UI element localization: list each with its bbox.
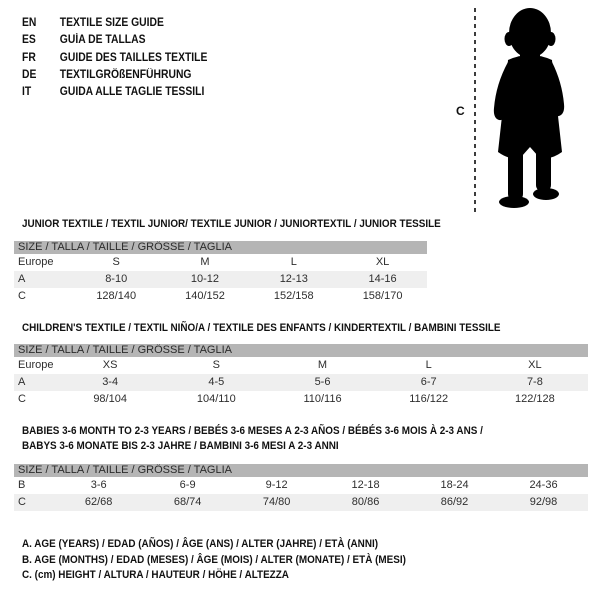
table-cell: 3-6 xyxy=(90,479,107,491)
lang-title: GUIDE DES TAILLES TEXTILE xyxy=(59,51,208,64)
size-header-bar: SIZE / TALLA / TAILLE / GRÖSSE / TAGLIA xyxy=(14,344,588,357)
table-cell: 104/110 xyxy=(196,393,236,405)
table-cell: 9-12 xyxy=(265,479,288,491)
table-cell: C xyxy=(14,494,54,511)
table-cell: S xyxy=(212,359,220,371)
table-cell: 128/140 xyxy=(96,290,137,302)
table-cell: 158/170 xyxy=(362,290,403,302)
table-cell: 122/128 xyxy=(515,393,555,405)
table-cell: 68/74 xyxy=(143,494,232,511)
table-cell: 6-7 xyxy=(376,374,482,391)
table-cell: 14-16 xyxy=(338,271,427,288)
table-row xyxy=(14,374,588,391)
table-row xyxy=(14,477,588,494)
table-row xyxy=(14,254,427,271)
table-cell: L xyxy=(290,256,297,268)
lang-title: TEXTILGRÖßENFÜHRUNG xyxy=(59,68,192,81)
table-cell: XL xyxy=(375,256,390,268)
height-measure-label: C xyxy=(456,104,465,118)
table-cell: C xyxy=(18,290,26,302)
size-header-bar: SIZE / TALLA / TAILLE / GRÖSSE / TAGLIA xyxy=(14,241,427,254)
section-title-junior: JUNIOR TEXTILE / TEXTIL JUNIOR/ TEXTILE JUNIOR / JUNIORTEXTIL / JUNIOR TESSILE xyxy=(22,218,441,230)
table-cell: A xyxy=(14,271,72,288)
lang-title: GUÍA DE TALLAS xyxy=(59,34,146,47)
lang-row-de xyxy=(22,67,207,84)
table-cell: L xyxy=(425,359,432,371)
table-cell: 92/98 xyxy=(499,494,588,511)
lang-row-fr xyxy=(22,50,207,67)
table-cell: A xyxy=(14,374,57,391)
note-height-cm: C. (cm) HEIGHT / ALTURA / HAUTEUR / HÖHE / ALTEZZA xyxy=(22,569,289,581)
height-measure-line xyxy=(474,8,476,212)
table-cell: 86/92 xyxy=(410,494,499,511)
table-row xyxy=(14,271,427,288)
table-cell: 10-12 xyxy=(161,271,250,288)
section-title-children: CHILDREN'S TEXTILE / TEXTIL NIÑO/A / TEXTILE DES ENFANTS / KINDERTEXTIL / BAMBINI TESSILE xyxy=(22,322,501,334)
lang-title: TEXTILE SIZE GUIDE xyxy=(59,17,164,29)
table-row xyxy=(14,288,427,305)
table-cell: 74/80 xyxy=(232,494,321,511)
table-cell: 140/152 xyxy=(185,290,225,302)
language-title-list xyxy=(22,15,228,101)
table-cell: 12-18 xyxy=(351,479,380,491)
lang-row-en xyxy=(22,15,207,32)
table-cell: M xyxy=(317,359,328,371)
table-cell: S xyxy=(112,256,120,268)
size-header-bar: SIZE / TALLA / TAILLE / GRÖSSE / TAGLIA xyxy=(14,464,588,477)
table-cell: 4-5 xyxy=(163,374,269,391)
table-cell: 3-4 xyxy=(57,374,163,391)
table-cell: 7-8 xyxy=(482,374,588,391)
table-cell: 5-6 xyxy=(269,374,375,391)
table-cell: XS xyxy=(102,359,118,371)
junior-size-table xyxy=(14,241,427,305)
lang-code: IT xyxy=(22,86,32,99)
section-title-babies-line2: BABYS 3-6 MONATE BIS 2-3 JAHRE / BAMBINI 3-6 MESI A 2-3 ANNI xyxy=(22,440,339,452)
table-cell: 24-36 xyxy=(529,479,558,491)
table-cell: 152/158 xyxy=(273,290,314,302)
table-cell: 98/104 xyxy=(93,393,127,405)
legend-notes xyxy=(22,537,449,584)
lang-row-it xyxy=(22,84,207,101)
section-title-babies-line1: BABIES 3-6 MONTH TO 2-3 YEARS / BEBÉS 3-6 MESES A 2-3 AÑOS / BÉBÉS 3-6 MOIS À 2-3 ANS / xyxy=(22,425,483,437)
babies-size-table xyxy=(14,464,588,511)
table-cell: 12-13 xyxy=(249,271,338,288)
lang-row-es xyxy=(22,32,207,49)
table-cell: XL xyxy=(528,359,542,371)
children-size-table xyxy=(14,344,588,408)
table-row xyxy=(14,494,588,511)
table-cell: B xyxy=(18,479,26,491)
lang-code: ES xyxy=(22,34,36,47)
table-cell: Europe xyxy=(18,256,54,268)
table-cell: 62/68 xyxy=(54,494,143,511)
table-row xyxy=(14,357,588,374)
lang-code: DE xyxy=(22,68,37,81)
toddler-silhouette-icon xyxy=(482,6,576,214)
table-row xyxy=(14,391,588,408)
table-cell: 116/122 xyxy=(409,393,449,405)
table-cell: M xyxy=(200,256,210,268)
note-age-months: B. AGE (MONTHS) / EDAD (MESES) / ÂGE (MOIS) / ALTER (MONATE) / ETÀ (MESI) xyxy=(22,553,406,566)
table-cell: 18-24 xyxy=(440,479,469,491)
table-cell: 8-10 xyxy=(72,271,161,288)
note-age-years: A. AGE (YEARS) / EDAD (AÑOS) / ÂGE (ANS) / ALTER (JAHRE) / ETÀ (ANNI) xyxy=(22,538,379,550)
lang-code: FR xyxy=(22,51,36,64)
lang-code: EN xyxy=(22,17,37,29)
table-cell: Europe xyxy=(18,359,54,371)
table-cell: 110/116 xyxy=(303,393,342,405)
lang-title: GUIDA ALLE TAGLIE TESSILI xyxy=(59,86,205,99)
table-cell: 6-9 xyxy=(179,479,196,491)
table-cell: 80/86 xyxy=(321,494,410,511)
table-cell: C xyxy=(18,393,26,405)
